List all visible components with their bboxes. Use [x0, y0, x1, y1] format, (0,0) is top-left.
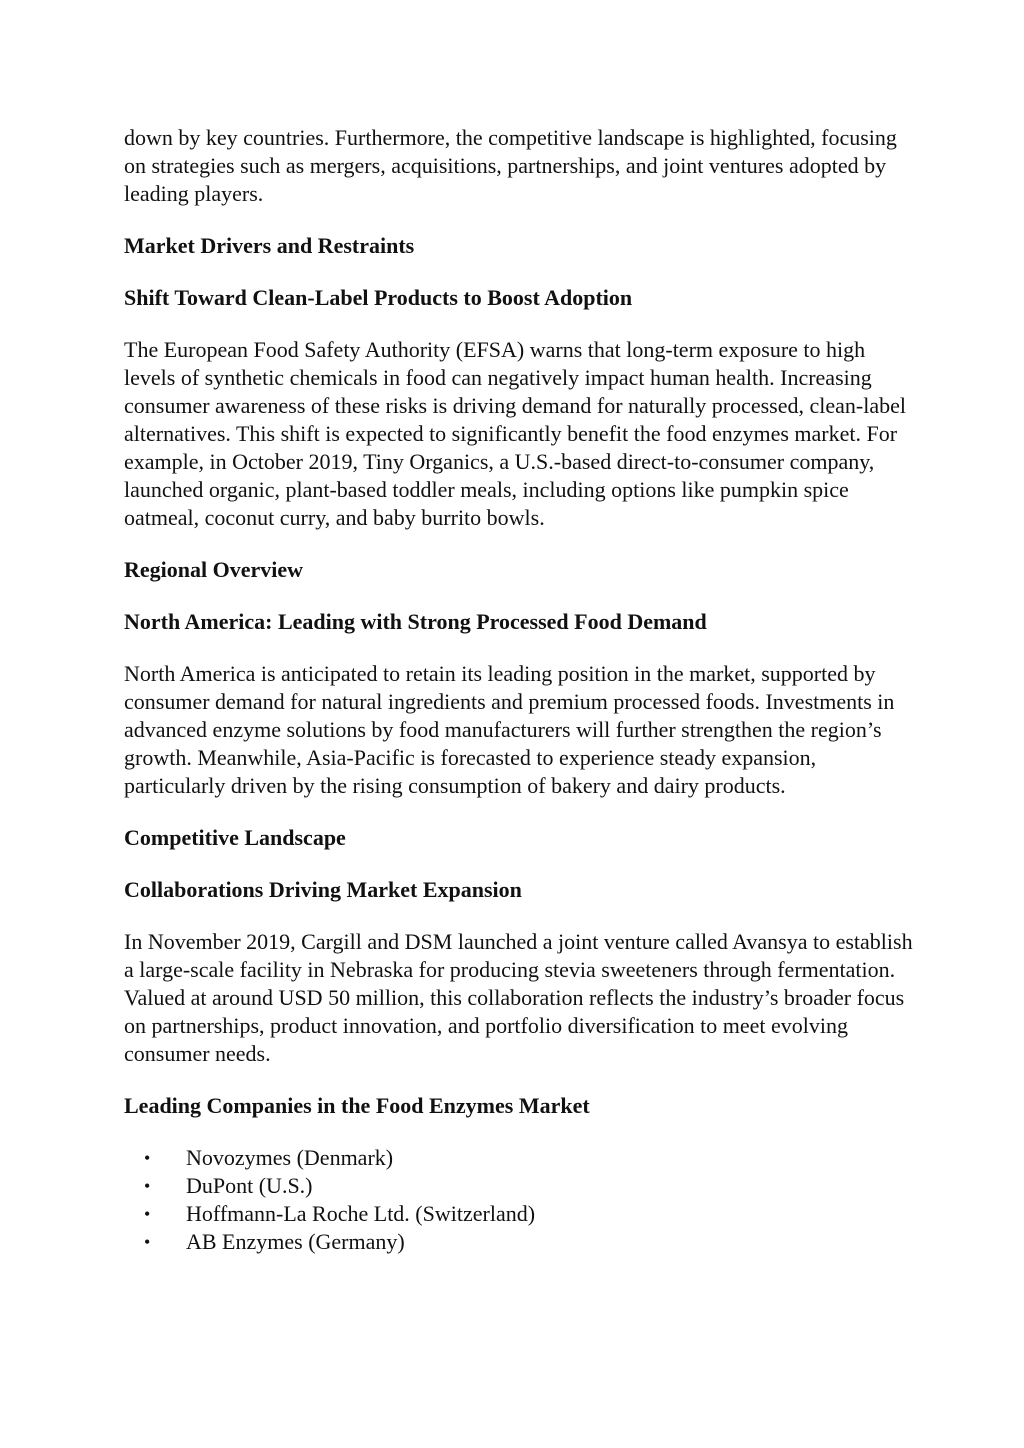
list-item-label: AB Enzymes (Germany): [186, 1229, 405, 1254]
bullet-icon: •: [144, 1176, 151, 1196]
list-item: [144, 1228, 914, 1256]
regional-subheading: North America: Leading with Strong Processed Food Demand: [124, 609, 707, 634]
bullet-icon: •: [144, 1232, 151, 1252]
drivers-heading: Market Drivers and Restraints: [124, 233, 415, 258]
list-item-label: DuPont (U.S.): [186, 1173, 313, 1198]
regional-heading: Regional Overview: [124, 557, 304, 582]
document-page: [124, 124, 914, 1256]
regional-paragraph: North America is anticipated to retain its leading position in the market, supported by consumer demand for natural ingredients and premium processed foods. Investments in advanced enzyme solutions by food manufacturers will further strengthen the region’s growth. Meanwhile, Asia-Pacific is forecasted to experience steady expansion, particularly driven by the rising consumption of bakery and dairy products.: [124, 661, 895, 798]
bullet-icon: •: [144, 1148, 151, 1168]
companies-list: [124, 1144, 914, 1256]
list-item: [144, 1172, 914, 1200]
drivers-paragraph: The European Food Safety Authority (EFSA) warns that long-term exposure to high levels of synthetic chemicals in food can negatively impact human health. Increasing consumer awareness of these risks is driving demand for naturally processed, clean-label alternatives. This shift is expected to significantly benefit the food enzymes market. For example, in October 2019, Tiny Organics, a U.S.-based direct-to-consumer company, launched organic, plant-based toddler meals, including options like pumpkin spice oatmeal, coconut curry, and baby burrito bowls.: [124, 337, 906, 530]
list-item-label: Hoffmann-La Roche Ltd. (Switzerland): [186, 1201, 536, 1226]
competitive-heading: Competitive Landscape: [124, 825, 346, 850]
list-item-label: Novozymes (Denmark): [186, 1145, 394, 1170]
competitive-paragraph: In November 2019, Cargill and DSM launched a joint venture called Avansya to establish a large-scale facility in Nebraska for producing stevia sweeteners through fermentation. Valued at around USD 50 million, this collaboration reflects the industry’s broader focus on partnerships, product innovation, and portfolio diversification to meet evolving consumer needs.: [124, 929, 913, 1066]
companies-heading: Leading Companies in the Food Enzymes Market: [124, 1093, 590, 1118]
list-item: [144, 1144, 914, 1172]
bullet-icon: •: [144, 1204, 151, 1224]
competitive-subheading: Collaborations Driving Market Expansion: [124, 877, 522, 902]
intro-paragraph: down by key countries. Furthermore, the competitive landscape is highlighted, focusing on strategies such as mergers, acquisitions, partnerships, and joint ventures adopted by leading players.: [124, 125, 897, 206]
drivers-subheading: Shift Toward Clean-Label Products to Boost Adoption: [124, 285, 633, 310]
list-item: [144, 1200, 914, 1228]
